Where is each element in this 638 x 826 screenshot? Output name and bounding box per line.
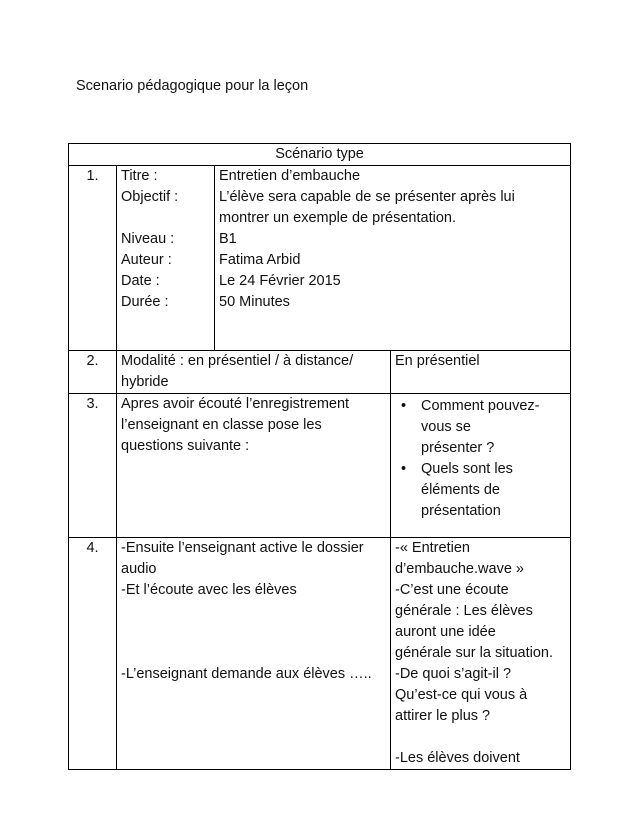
table-row-1 [69,166,571,351]
questions-intro-line2: l’enseignant en classe pose les [121,417,322,433]
modalite-value-cell [391,351,571,394]
questions-intro-line3: questions suivante : [121,438,250,454]
modalite-line1: Modalité : en présentiel / à distance/ [121,353,354,369]
detail-line11: -Les élèves doivent [395,750,520,766]
detail-line6: générale sur la situation. [395,645,553,661]
detail-line5: auront une idée [395,624,496,640]
value-auteur: Fatima Arbid [219,252,301,268]
scenario-table [68,143,571,770]
detail-line10 [395,727,566,748]
detail-line8: Qu’est-ce qui vous à [395,687,528,703]
question-2-line2: éléments de [421,482,500,498]
question-1-line2: vous se [421,419,471,435]
table-row-3 [69,394,571,538]
label-auteur: Auteur : [121,252,172,268]
row-number: 2. [69,351,117,394]
questions-intro-cell [117,394,391,538]
activities-cell [117,538,391,770]
questions-list [395,396,566,522]
label-date: Date : [121,273,160,289]
scenario-type-header: Scénario type [69,144,571,166]
list-item [401,459,566,522]
label-niveau: Niveau : [121,231,175,247]
field-labels-cell [117,166,215,351]
detail-line4: générale : Les élèves [395,603,533,619]
label-objectif: Objectif : [121,189,179,205]
value-titre: Entretien d’embauche [219,168,361,184]
modalite-cell [117,351,391,394]
question-1-line1: Comment pouvez- [421,398,540,414]
detail-line2: d’embauche.wave » [395,561,524,577]
value-date: Le 24 Février 2015 [219,273,341,289]
activity-line2: audio [121,561,157,577]
table-row-2 [69,351,571,394]
label-titre: Titre : [121,168,158,184]
value-duree: 50 Minutes [219,294,290,310]
questions-list-cell [391,394,571,538]
field-values-cell [215,166,571,351]
label-duree: Durée : [121,294,169,310]
row-number: 4. [69,538,117,770]
activity-line4: -L’enseignant demande aux élèves ….. [121,666,372,682]
value-objectif-line2: montrer un exemple de présentation. [219,210,456,226]
list-item [401,396,566,459]
row-number: 3. [69,394,117,538]
question-1-line3: présenter ? [421,440,495,456]
question-2-line1: Quels sont les [421,461,513,477]
modalite-line2: hybride [121,374,169,390]
modalite-value: En présentiel [395,353,480,369]
table-row-4 [69,538,571,770]
table-header-row [69,144,571,166]
label-spacer [121,208,210,229]
activity-line3: -Et l’écoute avec les élèves [121,582,297,598]
detail-line3: -C’est une écoute [395,582,509,598]
bullet-icon: • [401,461,407,477]
row-number: 1. [69,166,117,351]
detail-line1: -« Entretien [395,540,470,556]
document-title: Scenario pédagogique pour la leçon [76,78,309,94]
question-2-line3: présentation [421,503,501,519]
activity-line1: -Ensuite l’enseignant active le dossier [121,540,364,556]
bullet-icon: • [401,398,407,414]
detail-line7: -De quoi s’agit-il ? [395,666,512,682]
questions-intro-line1: Apres avoir écouté l’enregistrement [121,396,350,412]
activity-details-cell [391,538,571,770]
value-objectif-line1: L’élève sera capable de se présenter après lui [219,189,515,205]
value-niveau: B1 [219,231,237,247]
detail-line9: attirer le plus ? [395,708,491,724]
